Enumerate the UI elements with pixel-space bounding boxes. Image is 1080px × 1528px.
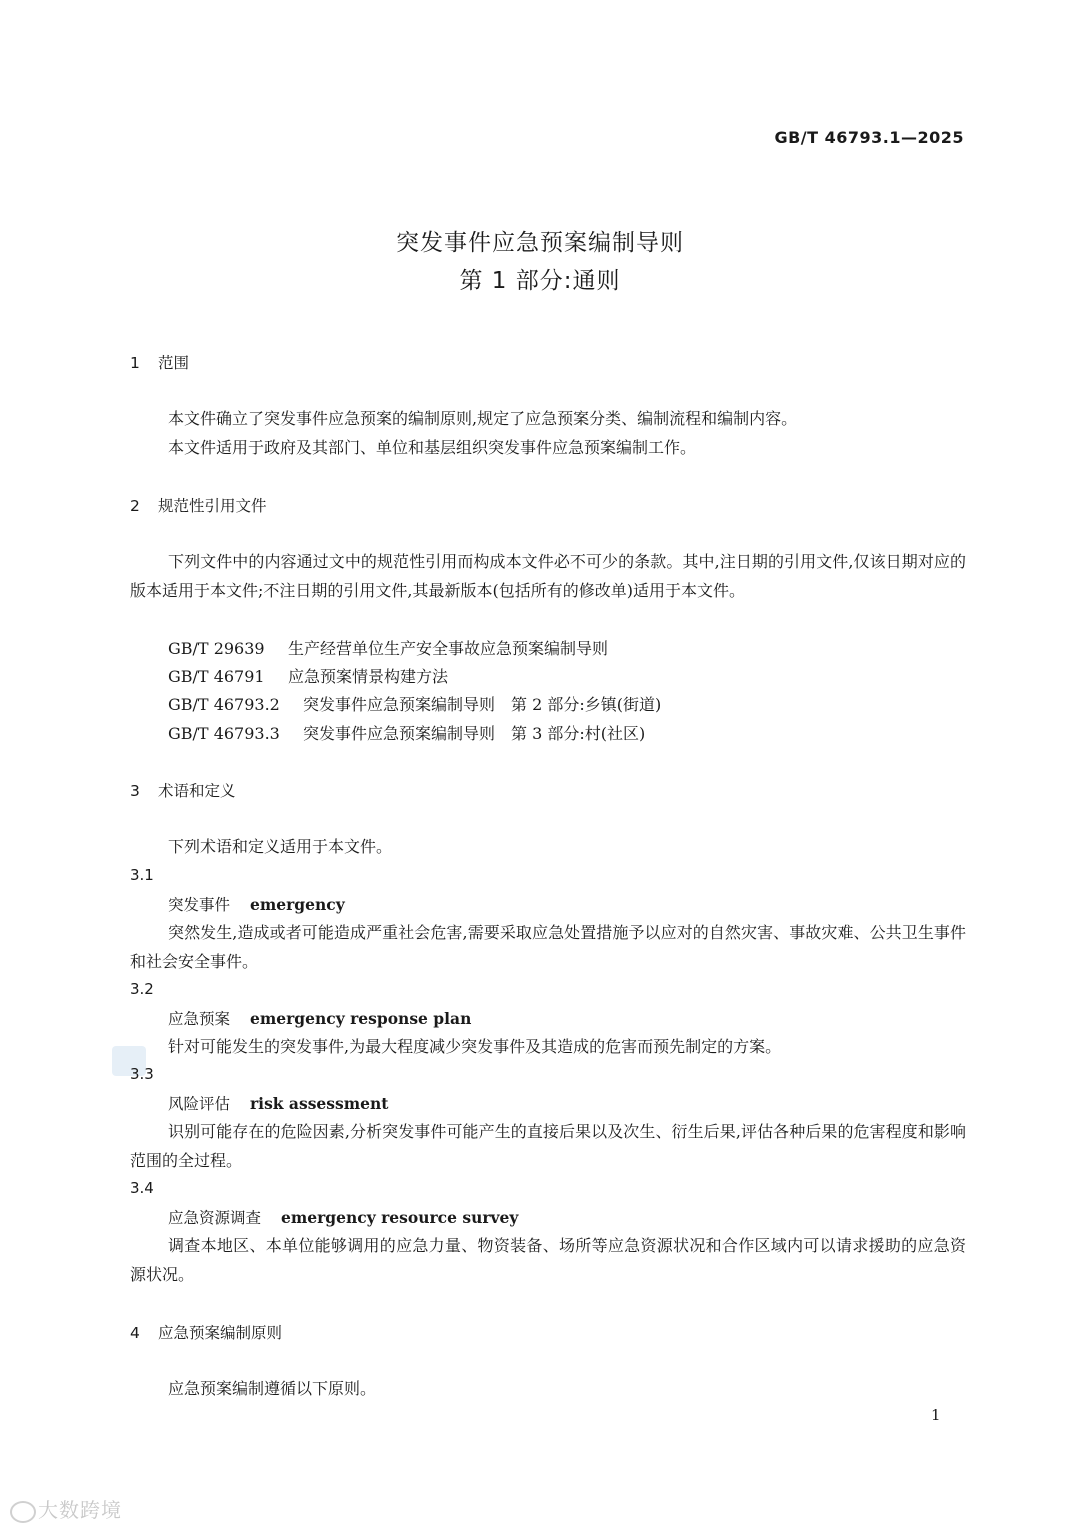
watermark-text: 大数跨境 bbox=[38, 1498, 122, 1522]
term-number: 3.2 bbox=[130, 980, 154, 998]
reference-title: 突发事件应急预案编制导则 第 3 部分:村(社区) bbox=[303, 724, 646, 743]
term-definition: 针对可能发生的突发事件,为最大程度减少突发事件及其造成的危害而预先制定的方案。 bbox=[168, 1037, 782, 1056]
reference-item bbox=[168, 692, 661, 715]
principles-intro: 应急预案编制遵循以下原则。 bbox=[168, 1379, 377, 1398]
term-heading bbox=[168, 893, 345, 915]
reference-title: 应急预案情景构建方法 bbox=[288, 667, 449, 686]
term-chinese: 应急资源调查 bbox=[168, 1209, 262, 1227]
section-heading-scope bbox=[130, 351, 189, 373]
term-heading bbox=[168, 1206, 518, 1228]
reference-code: GB/T 29639 bbox=[168, 639, 265, 658]
section-heading-references bbox=[130, 494, 267, 516]
section-number: 2 bbox=[130, 497, 140, 515]
reference-item bbox=[168, 721, 645, 744]
terms-intro: 下列术语和定义适用于本文件。 bbox=[168, 837, 393, 856]
section-number: 1 bbox=[130, 354, 140, 372]
term-chinese: 突发事件 bbox=[168, 896, 231, 914]
watermark bbox=[10, 1494, 122, 1523]
term-chinese: 应急预案 bbox=[168, 1010, 231, 1028]
term-heading bbox=[168, 1007, 471, 1029]
section-heading-terms bbox=[130, 779, 236, 801]
document-subtitle: 第 1 部分:通则 bbox=[459, 268, 621, 294]
watermark-logo-icon bbox=[10, 1501, 36, 1523]
section-title: 规范性引用文件 bbox=[158, 497, 267, 515]
term-english: emergency bbox=[250, 895, 345, 914]
reference-code: GB/T 46793.3 bbox=[168, 724, 280, 743]
references-intro: 下列文件中的内容通过文中的规范性引用而构成本文件必不可少的条款。其中,注日期的引用文件,仅该日期对应的版本适用于本文件;不注日期的引用文件,其最新版本(包括所有的修改单)适用于本文件。 bbox=[130, 552, 966, 600]
scope-paragraph-2: 本文件适用于政府及其部门、单位和基层组织突发事件应急预案编制工作。 bbox=[168, 438, 697, 457]
term-english: emergency resource survey bbox=[281, 1208, 519, 1227]
term-definition: 突然发生,造成或者可能造成严重社会危害,需要采取应急处置措施予以应对的自然灾害、事故灾难、公共卫生事件和社会安全事件。 bbox=[130, 923, 966, 971]
scope-paragraph-1: 本文件确立了突发事件应急预案的编制原则,规定了应急预案分类、编制流程和编制内容。 bbox=[168, 409, 798, 428]
term-number: 3.1 bbox=[130, 866, 154, 884]
reference-code: GB/T 46793.2 bbox=[168, 695, 280, 714]
document-title: 突发事件应急预案编制导则 bbox=[396, 230, 684, 256]
term-definition: 识别可能存在的危险因素,分析突发事件可能产生的直接后果以及次生、衍生后果,评估各种后果的危害程度和影响范围的全过程。 bbox=[130, 1122, 966, 1170]
term-number: 3.3 bbox=[130, 1065, 154, 1083]
reference-item bbox=[168, 636, 608, 659]
section-title: 术语和定义 bbox=[158, 782, 236, 800]
reference-title: 生产经营单位生产安全事故应急预案编制导则 bbox=[288, 639, 609, 658]
reference-title: 突发事件应急预案编制导则 第 2 部分:乡镇(街道) bbox=[303, 695, 662, 714]
reference-code: GB/T 46791 bbox=[168, 667, 265, 686]
section-title: 应急预案编制原则 bbox=[158, 1324, 283, 1342]
page-number: 1 bbox=[931, 1406, 941, 1424]
term-heading bbox=[168, 1092, 388, 1114]
term-definition: 调查本地区、本单位能够调用的应急力量、物资装备、场所等应急资源状况和合作区域内可以请求援助的应急资源状况。 bbox=[130, 1236, 966, 1284]
section-number: 3 bbox=[130, 782, 140, 800]
section-heading-principles bbox=[130, 1321, 282, 1343]
reference-item bbox=[168, 664, 448, 687]
section-title: 范围 bbox=[158, 354, 190, 372]
document-code: GB/T 46793.1—2025 bbox=[774, 128, 964, 147]
term-english: emergency response plan bbox=[250, 1009, 472, 1028]
term-english: risk assessment bbox=[250, 1094, 389, 1113]
term-number: 3.4 bbox=[130, 1179, 154, 1197]
section-number: 4 bbox=[130, 1324, 140, 1342]
term-chinese: 风险评估 bbox=[168, 1095, 231, 1113]
